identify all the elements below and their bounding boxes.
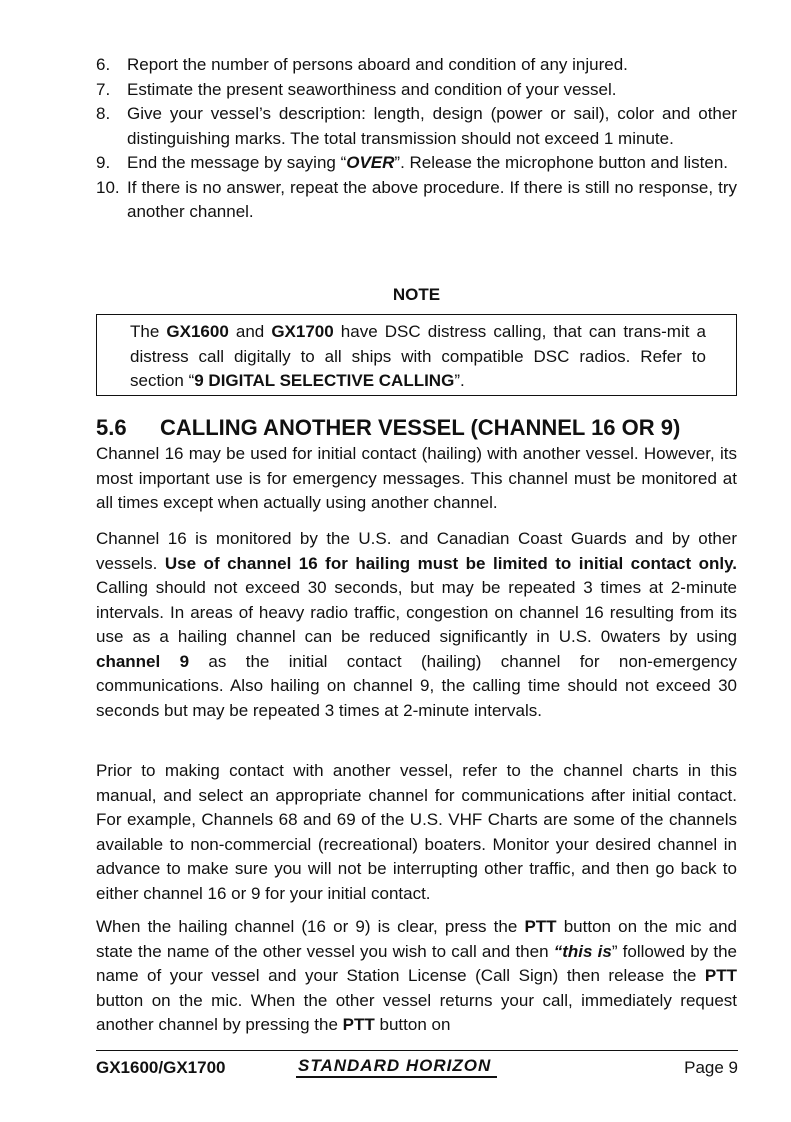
list-item-number: 7. bbox=[96, 79, 111, 99]
note-text: The bbox=[130, 322, 167, 341]
list-item-number: 9. bbox=[96, 153, 111, 172]
section-number: 5.6 bbox=[96, 415, 127, 440]
list-item-text: ”. Release the microphone button and listen. bbox=[394, 153, 729, 172]
footer-divider bbox=[96, 1050, 738, 1051]
list-item-number: 10. bbox=[96, 177, 120, 197]
note-text: and bbox=[228, 322, 272, 341]
section-title: CALLING ANOTHER VESSEL (CHANNEL 16 OR 9) bbox=[160, 415, 681, 440]
paragraph-text: button on bbox=[374, 1015, 451, 1034]
list-item-text: Report the number of persons aboard and condition of any injured. bbox=[127, 55, 628, 74]
emphasis-text: “this is bbox=[553, 941, 612, 961]
body-paragraph bbox=[96, 527, 737, 723]
list-item bbox=[96, 151, 737, 176]
note-section-reference: 9 DIGITAL SELECTIVE CALLING bbox=[194, 371, 455, 390]
paragraph-text: button on the mic and state the name of the other vessel you wish to call and then bbox=[96, 917, 737, 961]
note-text: have DSC distress calling, that can trans-mit a distress call digitally to all ships with compatible DSC radios. Refer to section “ bbox=[130, 322, 706, 390]
paragraph-text: as the initial contact (hailing) channel for non-emergency communications. Also hailing on channel 9, the calling time should not exceed 30 seconds but may be repeated 3 times at 2-minute intervals. bbox=[96, 651, 738, 720]
body-paragraph: Channel 16 may be used for initial contact (hailing) with another vessel. However, its most important use is for emergency messages. This channel must be monitored at all times except when actually using another channel. bbox=[96, 444, 737, 512]
note-model-gx1700: GX1700 bbox=[271, 322, 334, 341]
paragraph-text: When the hailing channel (16 or 9) is clear, press the bbox=[96, 917, 525, 936]
procedure-list bbox=[96, 53, 737, 225]
over-emphasis: OVER bbox=[346, 153, 395, 172]
list-item bbox=[96, 176, 737, 225]
emphasis-text: channel 9 bbox=[96, 651, 190, 671]
list-item bbox=[96, 102, 737, 151]
emphasis-text: PTT bbox=[704, 966, 737, 985]
paragraph-text: ” followed by the name of your vessel and your Station License (Call Sign) then release the bbox=[96, 941, 738, 985]
footer-model: GX1600/GX1700 bbox=[96, 1058, 226, 1077]
list-item-text: End the message by saying “ bbox=[127, 153, 347, 172]
paragraph-text: Calling should not exceed 30 seconds, but may be repeated 3 times at 2-minute intervals. In areas of heavy radio traffic, congestion on channel 16 resulting from its use as a hailing channel can be reduced significantly in U.S. 0waters by using bbox=[96, 578, 737, 646]
paragraph-text: button on the mic. When the other vessel returns your call, immediately request another channel by pressing the bbox=[96, 990, 737, 1034]
brand-logo: STANDARD HORIZON bbox=[296, 1056, 497, 1078]
body-paragraph: Prior to making contact with another vessel, refer to the channel charts in this manual, and select an appropriate channel for communications after initial contact. For example, Channels 68 and 69 of the U.S. VHF Charts are some of the channels available to non-commercial (recreational) boaters. Monitor your desired channel in advance to make sure you will not be interrupting other traffic, and then go back to either channel 16 or 9 for your initial contact. bbox=[96, 761, 737, 903]
list-item bbox=[96, 53, 737, 78]
list-item-text: If there is no answer, repeat the above procedure. If there is still no response, try another channel. bbox=[127, 177, 737, 221]
note-box bbox=[96, 314, 737, 396]
emphasis-text: Use of channel 16 for hailing must be limited to initial contact only. bbox=[164, 553, 737, 573]
paragraph-text: Channel 16 is monitored by the U.S. and Canadian Coast Guards and by other vessels. bbox=[96, 529, 737, 573]
emphasis-text: PTT bbox=[524, 917, 557, 936]
list-item-number: 6. bbox=[96, 55, 111, 74]
list-item-text: Give your vessel’s description: length, design (power or sail), color and other distinguishing marks. The total transmission should not exceed 1 minute. bbox=[127, 104, 737, 148]
section-heading bbox=[96, 414, 737, 442]
note-heading: NOTE bbox=[392, 285, 441, 304]
list-item-number: 8. bbox=[96, 104, 111, 123]
list-item bbox=[96, 78, 737, 103]
body-paragraph bbox=[96, 915, 737, 1038]
emphasis-text: PTT bbox=[342, 1015, 375, 1034]
page-number: Page 9 bbox=[684, 1058, 738, 1077]
list-item-text: Estimate the present seaworthiness and condition of your vessel. bbox=[127, 79, 617, 99]
note-model-gx1600: GX1600 bbox=[166, 322, 229, 341]
note-text: ”. bbox=[454, 371, 465, 390]
